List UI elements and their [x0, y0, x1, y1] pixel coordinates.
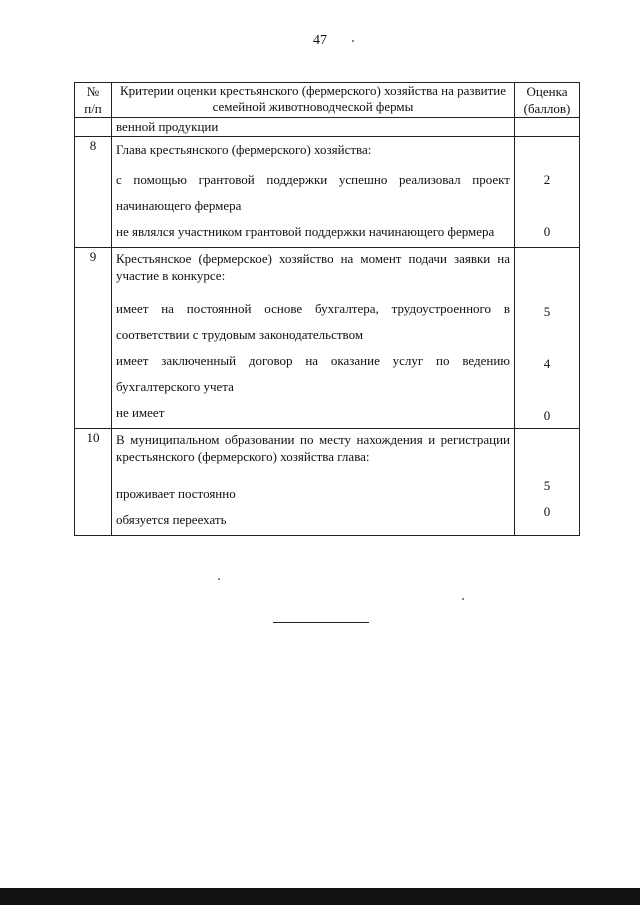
table-row-9 [75, 248, 580, 429]
option-text: с помощью грантовой поддержки успешно реализовал проект начинающего фермера [116, 172, 510, 213]
header-score: Оценка (баллов) [515, 83, 580, 118]
option-score: 0 [543, 504, 551, 519]
table-row-10 [75, 429, 580, 536]
end-divider [273, 622, 369, 623]
option-text: не имеет [116, 405, 165, 420]
row-criteria [112, 248, 515, 429]
criteria-table [74, 82, 580, 536]
option-score: 2 [543, 172, 551, 187]
row-scores [515, 248, 580, 429]
option-score: 4 [543, 356, 551, 371]
continuation-text: венной продукции [112, 118, 515, 137]
option-score: 5 [543, 304, 551, 319]
option-text: имеет на постоянной основе бухгалтера, трудоустроенного в соответствии с трудовым законодательством [116, 301, 510, 342]
header-number: № п/п [75, 83, 112, 118]
row-title: Глава крестьянского (фермерского) хозяйства: [116, 142, 372, 157]
table-row-8 [75, 137, 580, 248]
row-criteria [112, 429, 515, 536]
scan-speck [462, 598, 464, 600]
scan-speck [218, 578, 220, 580]
row-criteria [112, 137, 515, 248]
option-text: проживает постоянно [116, 486, 236, 501]
scan-edge-bar [0, 888, 640, 905]
scan-speck [352, 40, 354, 42]
row-title: Крестьянское (фермерское) хозяйство на момент подачи заявки на участие в конкурсе: [116, 251, 510, 283]
header-criteria: Критерии оценки крестьянского (фермерского) хозяйства на развитие семейной животноводческой фермы [112, 83, 515, 118]
option-text: имеет заключенный договор на оказание услуг по ведению бухгалтерского учета [116, 353, 510, 394]
option-text: обязуется переехать [116, 512, 227, 527]
table-header-row [75, 83, 580, 118]
page-number: 47 [313, 33, 327, 48]
continuation-row [75, 118, 580, 137]
row-number: 9 [75, 248, 112, 429]
row-title: В муниципальном образовании по месту нахождения и регистрации крестьянского (фермерского) хозяйства глава: [116, 432, 510, 464]
row-scores [515, 429, 580, 536]
row-number: 8 [75, 137, 112, 248]
row-number: 10 [75, 429, 112, 536]
option-score: 5 [543, 478, 551, 493]
row-scores [515, 137, 580, 248]
option-score: 0 [543, 224, 551, 239]
option-text: не являлся участником грантовой поддержки начинающего фермера [116, 224, 495, 239]
option-score: 0 [543, 408, 551, 423]
